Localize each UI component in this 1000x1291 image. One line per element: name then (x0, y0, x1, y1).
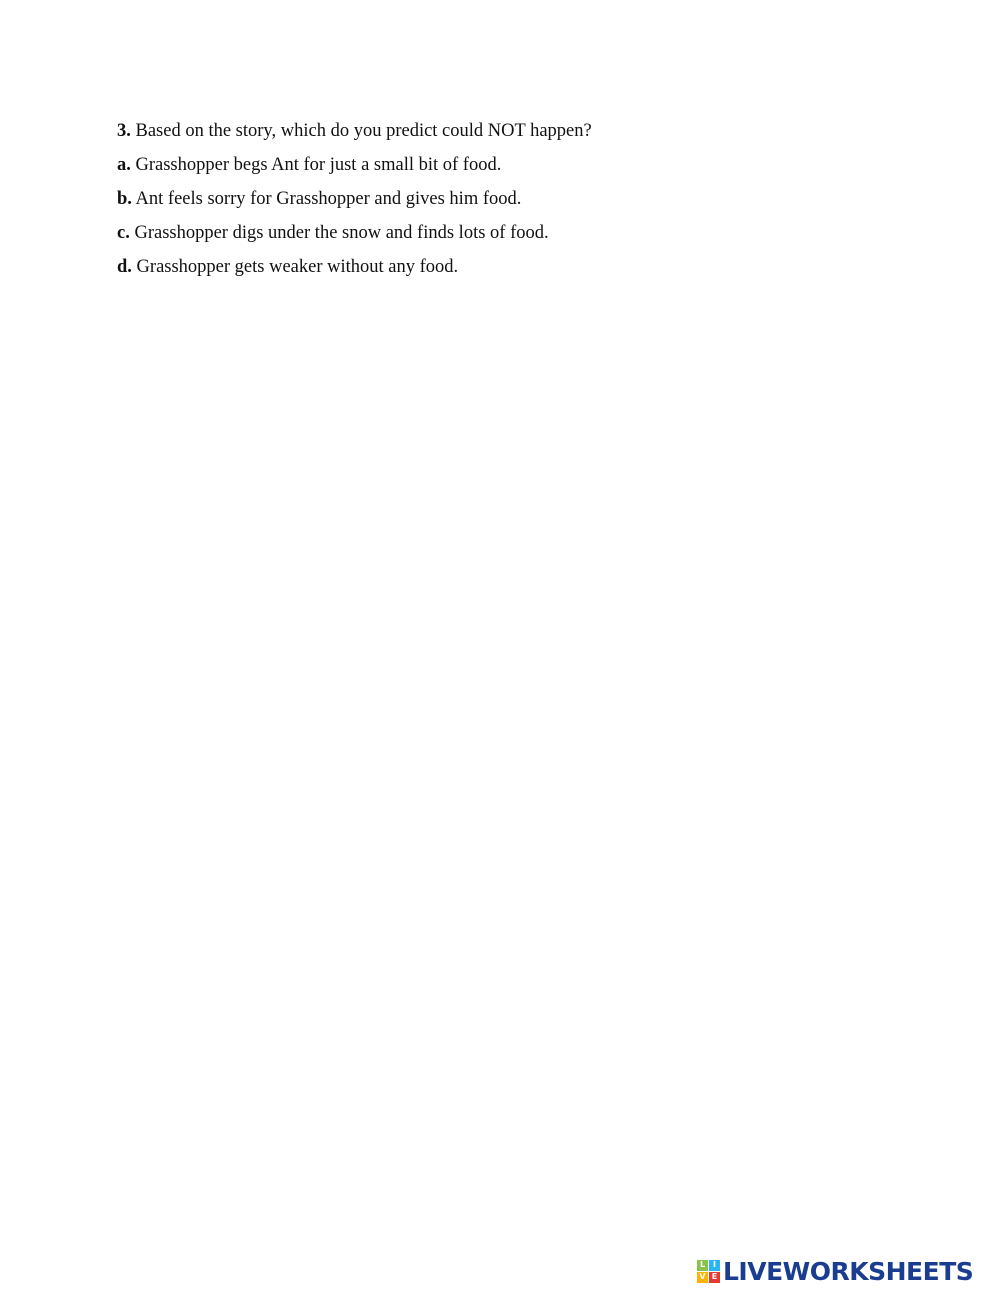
option-letter: c. (117, 223, 130, 243)
option-b (117, 182, 937, 216)
logo-wordmark: LIVEWORKSHEETS (723, 1256, 974, 1286)
logo-letter-i: I (709, 1260, 720, 1271)
logo-letter-l: L (697, 1260, 708, 1271)
question-text: Based on the story, which do you predict could NOT happen? (135, 121, 592, 141)
question-number: 3. (117, 121, 131, 141)
option-d (117, 250, 937, 284)
option-letter: b. (117, 189, 132, 209)
question-3 (117, 114, 937, 148)
live-icon (697, 1260, 720, 1283)
option-letter: a. (117, 155, 131, 175)
option-text: Ant feels sorry for Grasshopper and gives him food. (135, 189, 522, 209)
option-c (117, 216, 937, 250)
logo-letter-v: V (697, 1272, 708, 1283)
option-text: Grasshopper begs Ant for just a small bit of food. (135, 155, 502, 175)
logo-letter-e: E (709, 1272, 720, 1283)
option-text: Grasshopper digs under the snow and finds lots of food. (134, 223, 549, 243)
liveworksheets-logo[interactable] (697, 1255, 973, 1287)
worksheet-content (117, 114, 937, 284)
option-letter: d. (117, 257, 132, 277)
option-text: Grasshopper gets weaker without any food. (136, 257, 459, 277)
option-a (117, 148, 937, 182)
